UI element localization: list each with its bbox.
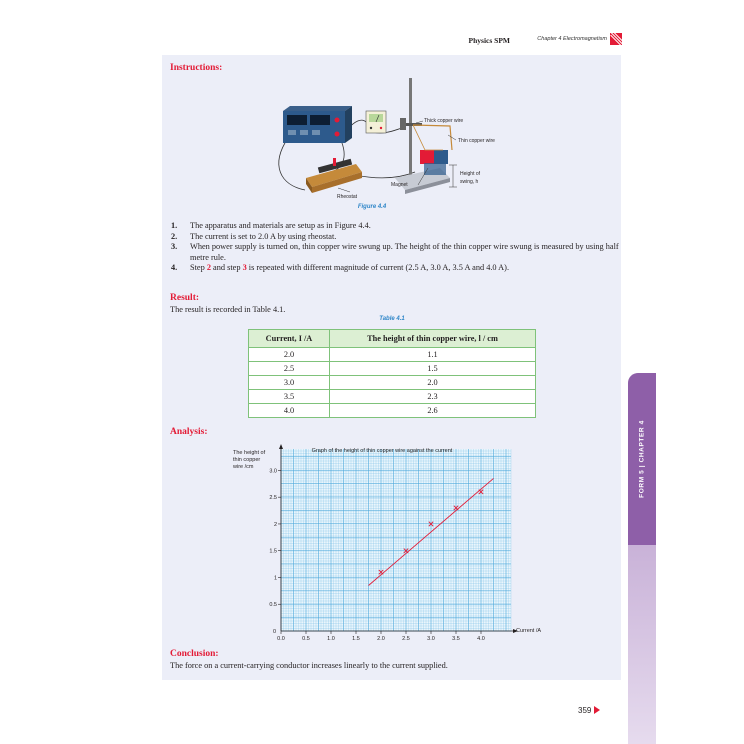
x-tick-label: 0.0 [277, 636, 285, 642]
y-axis-label-line2: thin copper [233, 457, 261, 463]
graph-title: Graph of the height of thin copper wire against the current [311, 448, 453, 454]
graph-grid [281, 449, 511, 631]
y-axis-label-line1: The height of [233, 450, 266, 456]
x-tick-label: 2.5 [402, 636, 410, 642]
chapter-title: Chapter 4 Electromagnetism [537, 36, 607, 42]
instructions-heading: Instructions: [170, 63, 223, 73]
label-height-2: swing, h [460, 179, 479, 185]
result-text: The result is recorded in Table 4.1. [170, 305, 286, 314]
label-rheostat: Rheostat [337, 194, 358, 200]
page-number: 359 [578, 706, 600, 715]
chapter-side-tab [628, 373, 656, 744]
label-thick-wire: Thick copper wire [424, 118, 464, 124]
y-tick-label: 0.5 [269, 602, 277, 609]
y-axis-arrow-icon [279, 444, 283, 449]
y-tick-label: 3.0 [269, 468, 277, 475]
x-axis-label: Current /A [516, 628, 542, 634]
step-item: 3. When power supply is turned on, thin copper wire swung up. The height of the thin copper wire swung is measured by using half metre rule. [171, 242, 619, 262]
conclusion-heading: Conclusion: [170, 649, 219, 659]
label-thin-wire: Thin copper wire [458, 138, 495, 144]
table-row: 3.0 2.0 [249, 376, 536, 390]
y-tick-label: 2 [273, 521, 277, 528]
side-tab-label: FORM 5 | CHAPTER 4 [638, 420, 646, 498]
y-tick-label: 1 [273, 575, 277, 582]
table-row: 2.0 1.1 [249, 348, 536, 362]
table-header-current: Current, I /A [249, 330, 330, 348]
table-row: 2.5 1.5 [249, 362, 536, 376]
page-arrow-icon [594, 706, 600, 714]
x-tick-label: 0.5 [302, 636, 310, 642]
book-title: Physics SPM [468, 36, 510, 45]
table-caption: Table 4.1 [379, 316, 405, 322]
x-tick-label: 2.0 [377, 636, 385, 642]
result-heading: Result: [170, 293, 200, 303]
y-tick-label: 1.5 [269, 548, 277, 555]
y-tick-label: 0 [272, 629, 276, 635]
y-tick-label: 2.5 [269, 495, 277, 502]
step-item: 1. The apparatus and materials are setup as in Figure 4.4. [171, 221, 371, 230]
label-magnet: Magnet [391, 182, 408, 188]
step-item: 4. Step 2 and step 3 is repeated with different magnitude of current (2.5 A, 3.0 A, 3.5 A and 4.0 A). [171, 263, 510, 273]
table-row: 3.5 2.3 [249, 390, 536, 404]
x-tick-label: 3.5 [452, 636, 460, 642]
figure-caption: Figure 4.4 [357, 204, 387, 210]
table-row: 4.0 2.6 [249, 404, 536, 418]
step-item: 2. The current is set to 2.0 A by using rheostat. [171, 231, 337, 241]
x-tick-label: 1.5 [352, 636, 360, 642]
analysis-heading: Analysis: [170, 427, 208, 437]
label-height-1: Height of [460, 171, 481, 177]
x-tick-label: 1.0 [327, 636, 335, 642]
x-tick-label: 3.0 [427, 636, 435, 642]
table-header-height: The height of thin copper wire, l / cm [330, 330, 536, 348]
x-tick-label: 4.0 [477, 636, 485, 642]
conclusion-text: The force on a current-carrying conductor increases linearly to the current supplied. [170, 661, 448, 670]
y-axis-label-line3: wire /cm [233, 464, 254, 470]
